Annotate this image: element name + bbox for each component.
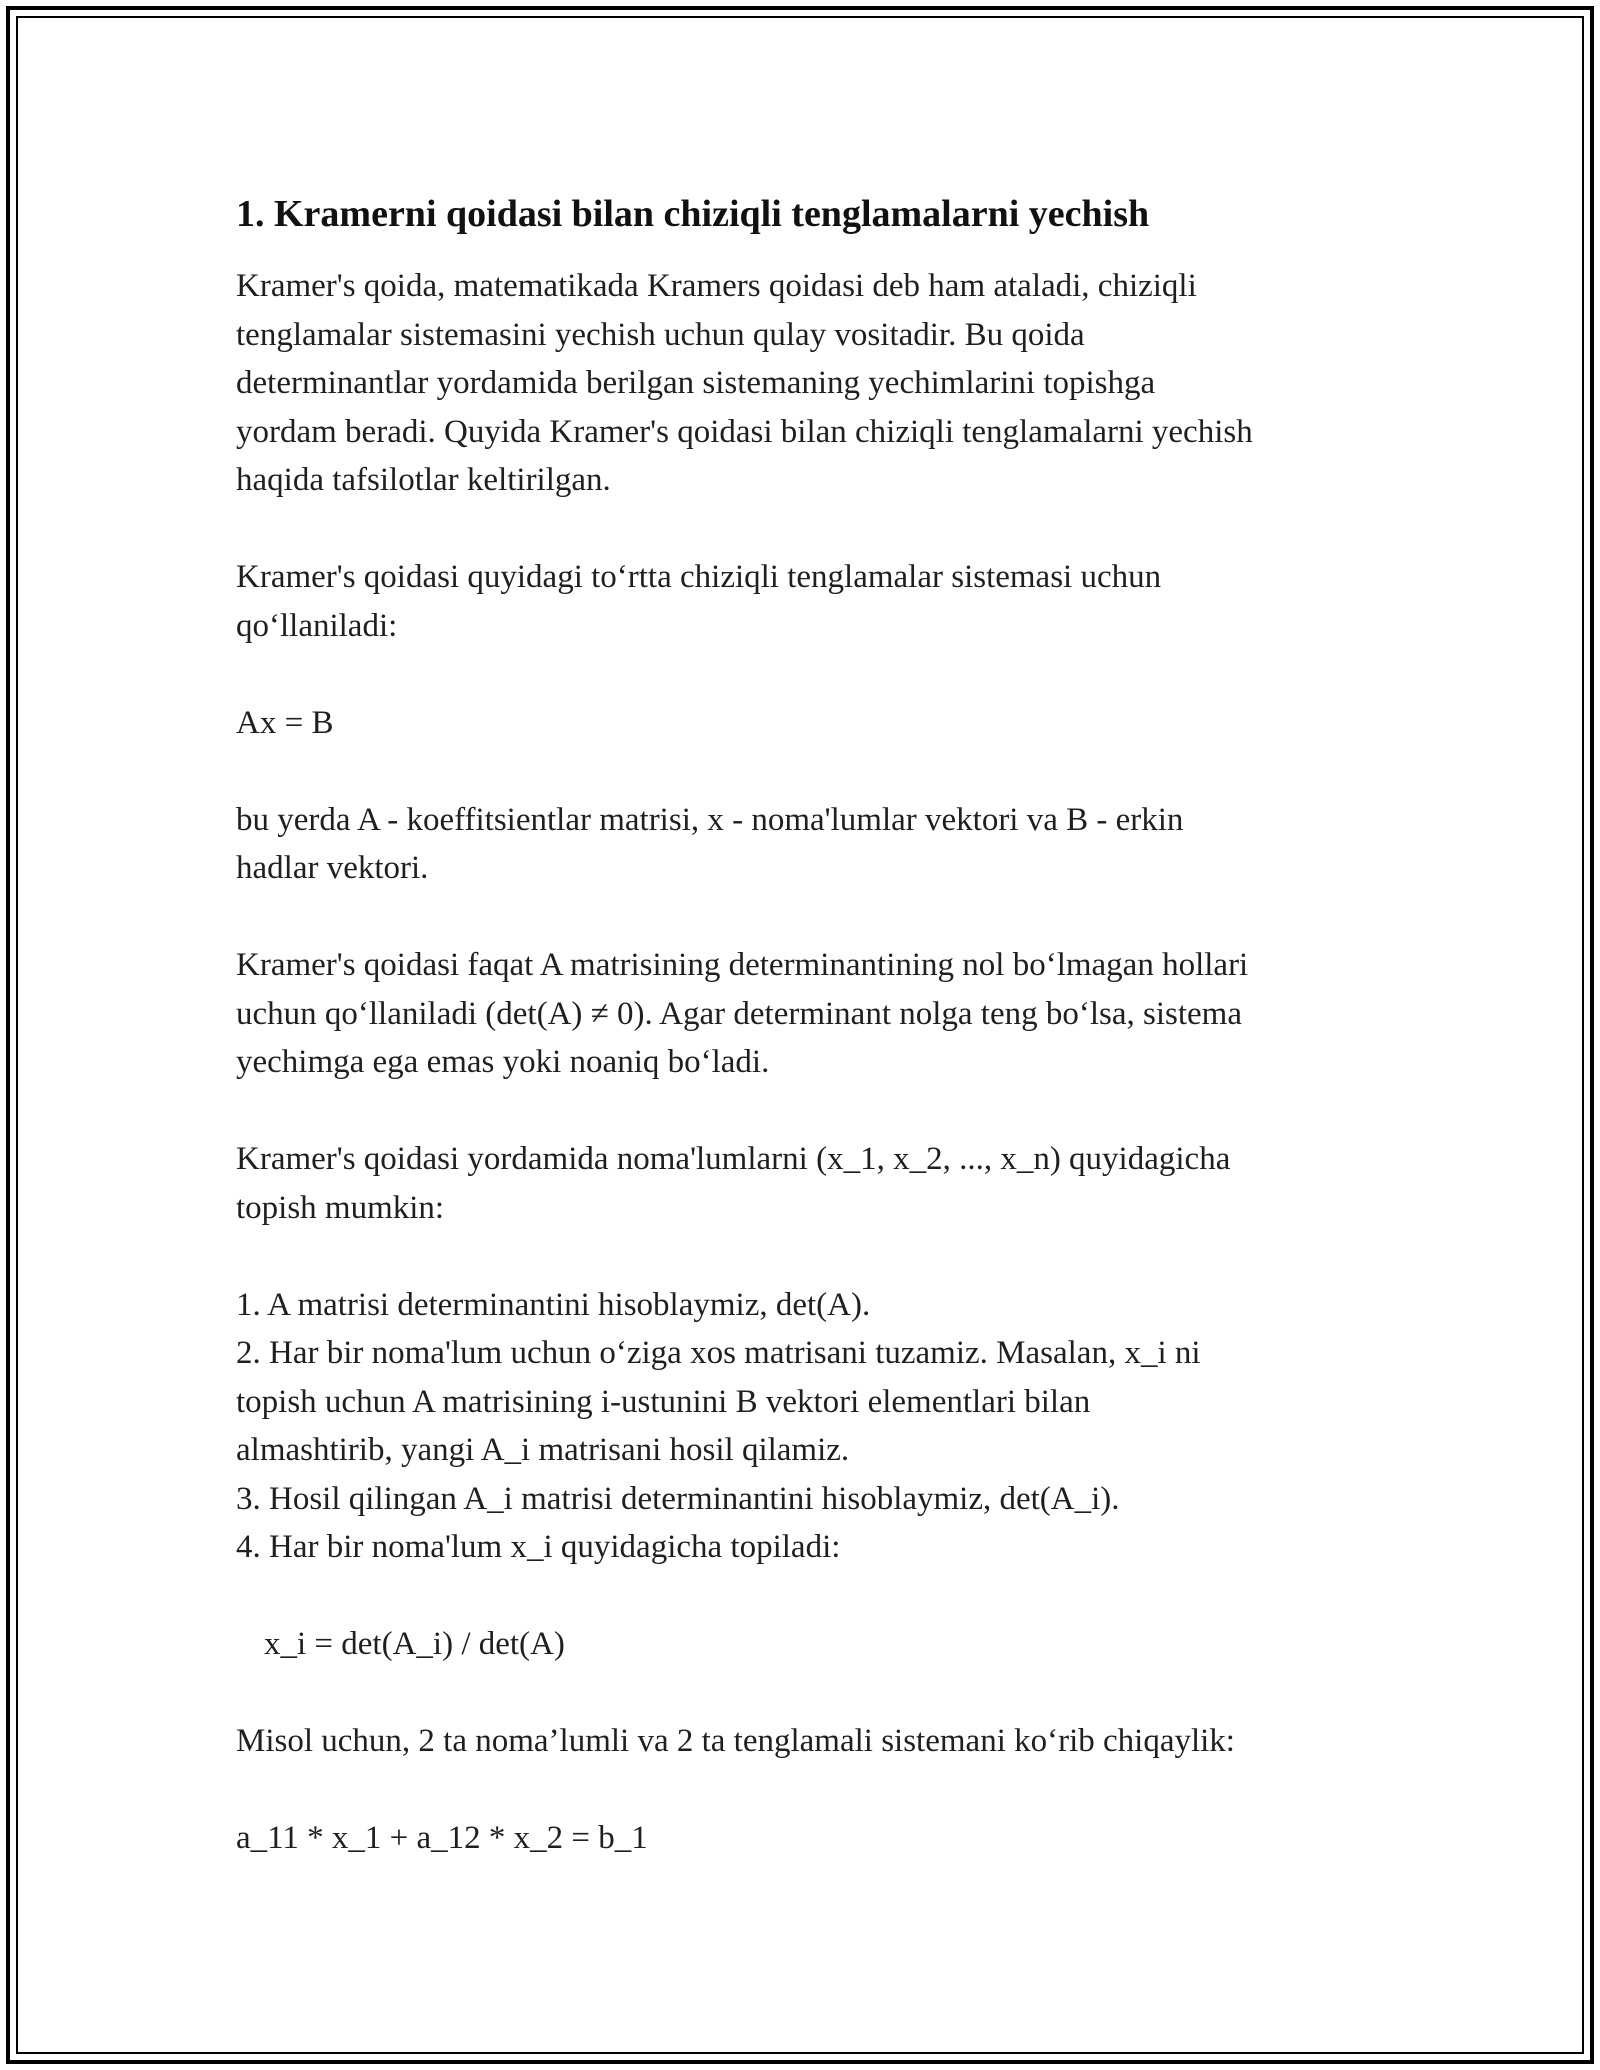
example-paragraph: Misol uchun, 2 ta noma’lumli va 2 ta tenglamali sistemani ko‘rib chiqaylik: (236, 1723, 1235, 1759)
paragraph-spacer (236, 1572, 1386, 1621)
applies-paragraph: Kramer's qoidasi quyidagi to‘rtta chiziqli tenglamalar sistemasi uchun qo‘llaniladi: (236, 559, 1162, 644)
paragraph-spacer (236, 1669, 1386, 1718)
equation-line: Ax = B (236, 704, 334, 741)
paragraph-spacer (236, 893, 1386, 942)
paragraph-spacer (236, 1766, 1386, 1815)
paragraph-spacer (236, 505, 1386, 554)
where-paragraph: bu yerda A - koeffitsientlar matrisi, x - noma'lumlar vektori va B - erkin hadlar vektori. (236, 801, 1184, 886)
paragraph-spacer (236, 650, 1386, 699)
condition-paragraph: Kramer's qoidasi faqat A matrisining determinantining nol bo‘lmagan hollari uchun qo‘llaniladi (det(A) ≠ 0). Agar determinant nolga teng bo‘lsa, sistema yechimga ega emas yoki noaniq bo‘ladi. (236, 947, 1249, 1080)
intro-paragraph: Kramer's qoida, matematikada Kramers qoidasi deb ham ataladi, chiziqli tenglamalar sistemasini yechish uchun qulay vositadir. Bu qoida determinantlar yordamida berilgan sistemaning yechimlarini topishga yordam beradi. Quyida Kramer's qoidasi bilan chiziqli tenglamalarni yechish haqida tafsilotlar keltirilgan. (236, 268, 1253, 498)
paragraph-spacer (236, 747, 1386, 796)
paragraph-spacer (236, 1232, 1386, 1281)
formula-line: x_i = det(A_i) / det(A) (264, 1626, 565, 1662)
find-paragraph: Kramer's qoidasi yordamida noma'lumlarni (x_1, x_2, ..., x_n) quyidagicha topish mumkin: (236, 1141, 1231, 1226)
steps-list: 1. A matrisi determinantini hisoblaymiz, det(A). 2. Har bir noma'lum uchun o‘ziga xos matrisani tuzamiz. Masalan, x_i ni topish uchun A matrisining i-ustunini B vektori elementlari bilan almashtirib, yangi A_i matrisani hosil qilamiz. 3. Hosil qilingan A_i matrisi determinantini hisoblaymiz, det(A_i). 4. Har bir noma'lum x_i quyidagicha topiladi: (236, 1286, 1201, 1565)
example-equation: a_11 * x_1 + a_12 * x_2 = b_1 (236, 1820, 648, 1856)
paragraph-spacer (236, 1087, 1386, 1136)
document-body (236, 186, 1386, 1863)
document-title: 1. Kramerni qoidasi bilan chiziqli tenglamalarni yechish (236, 193, 1150, 235)
